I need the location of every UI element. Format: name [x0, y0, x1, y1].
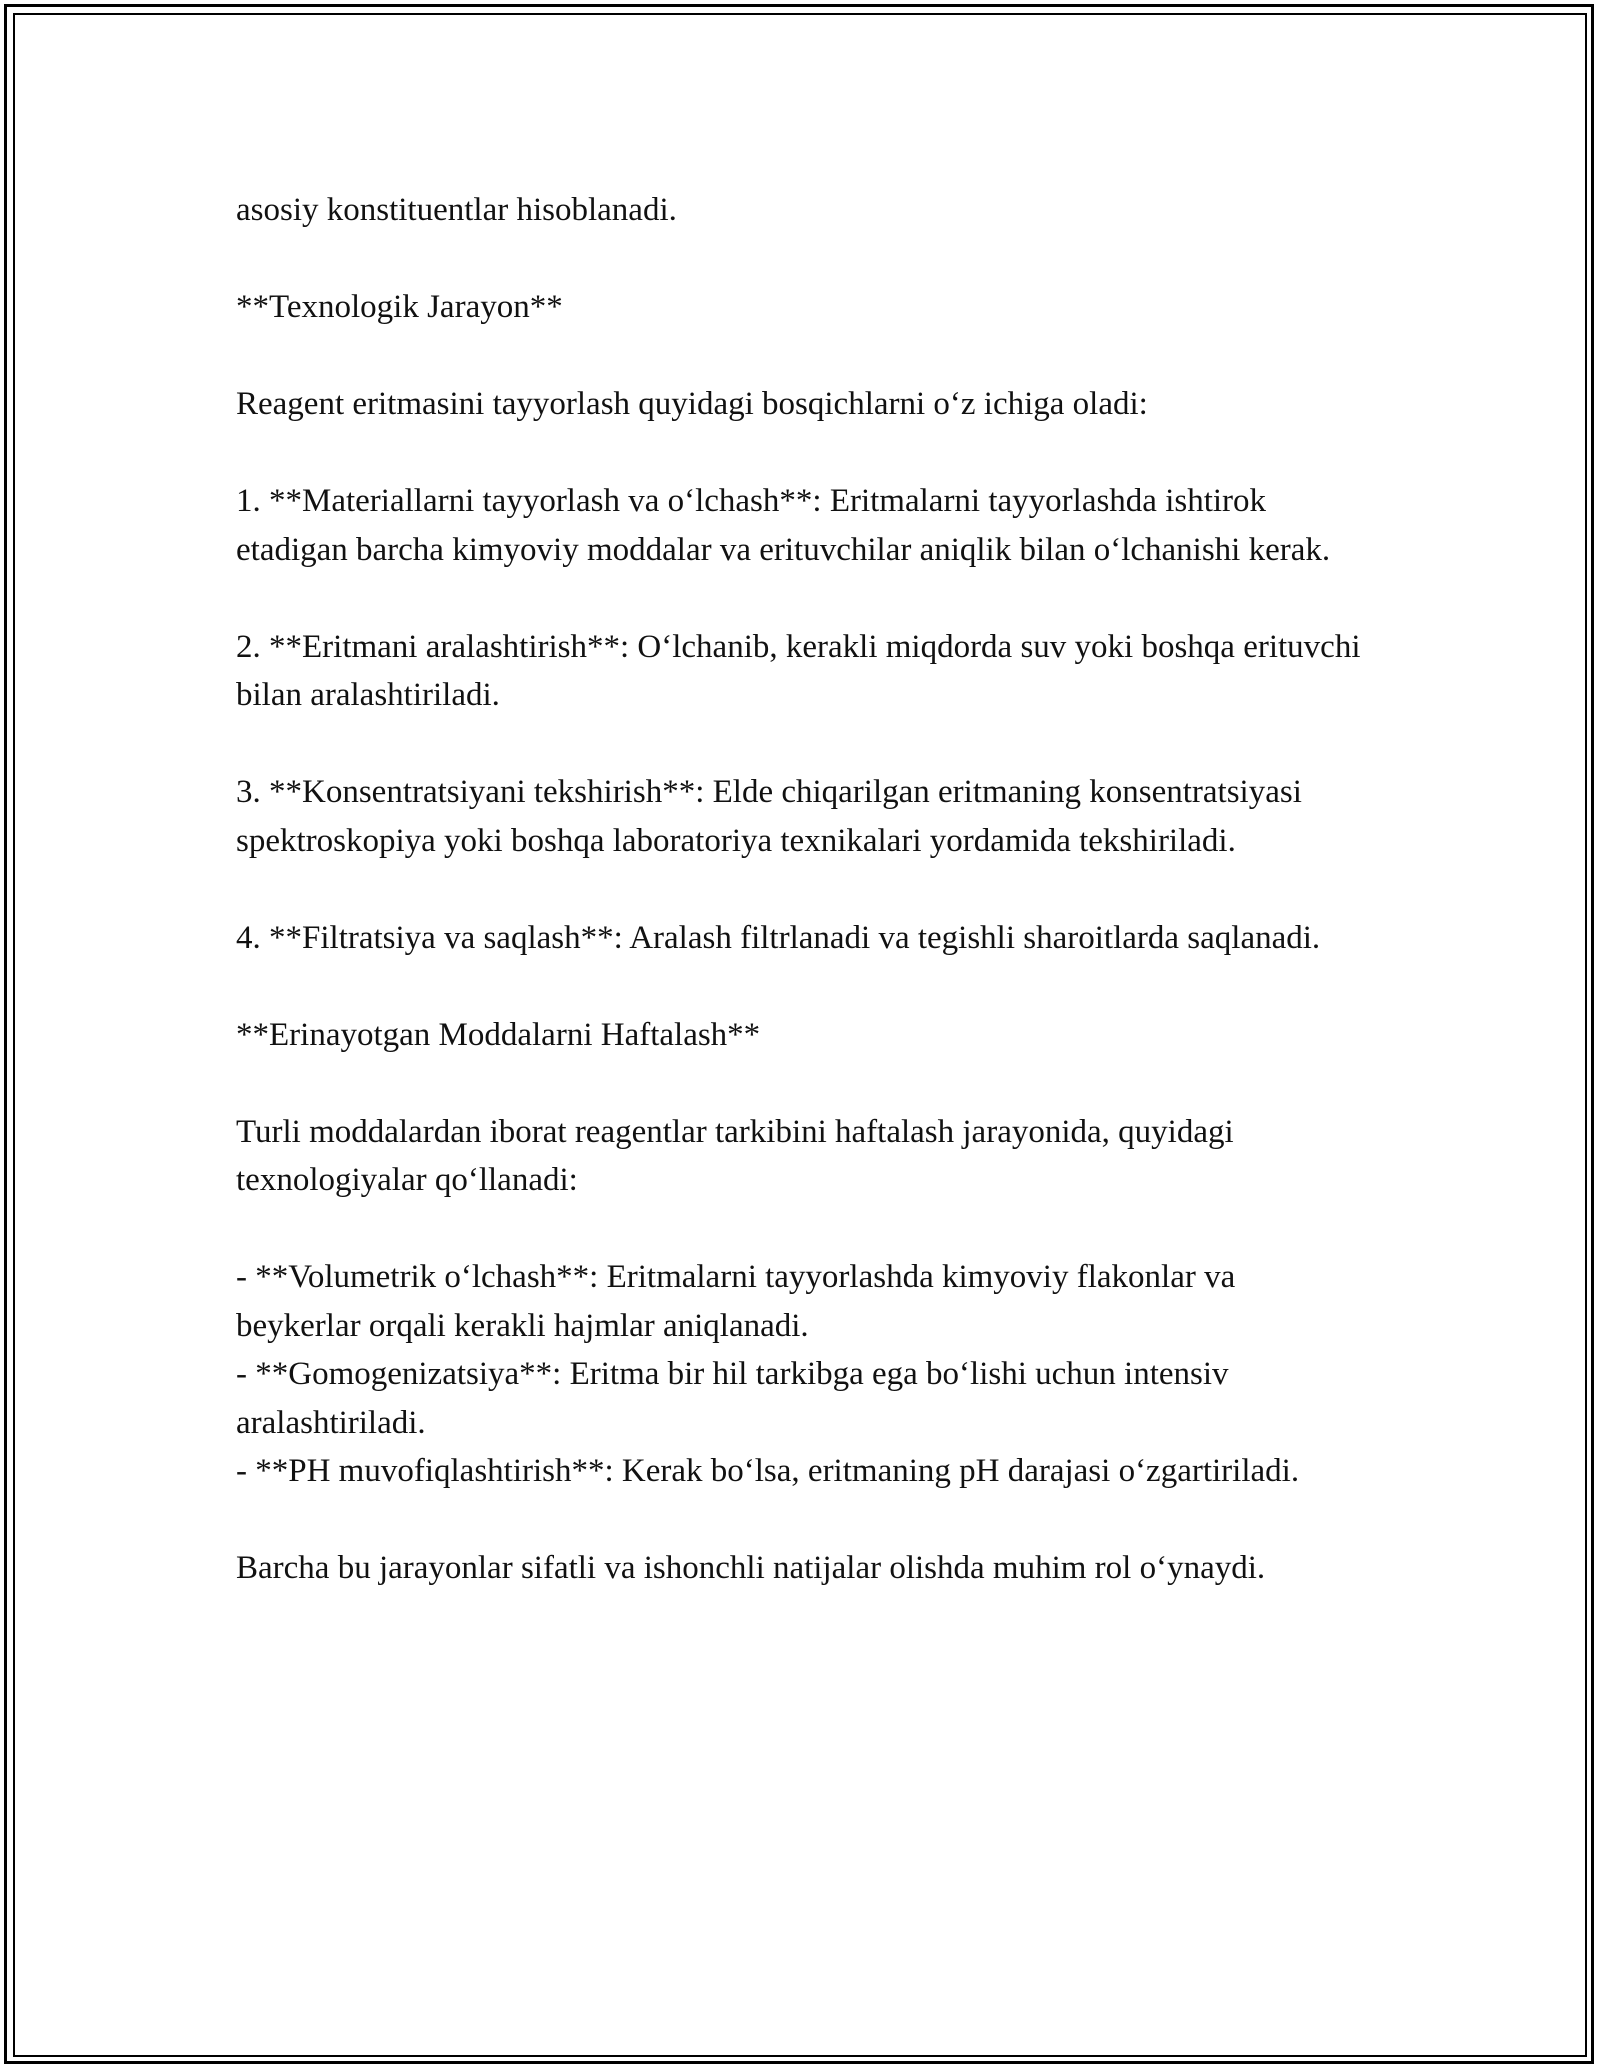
document-body: [236, 186, 1366, 1593]
section-heading-dissolving-substances: **Erinayotgan Moddalarni Haftalash**: [236, 1016, 761, 1053]
step-4: 4. **Filtratsiya va saqlash**: Aralash filtrlanadi va tegishli sharoitlarda saqlanadi.: [236, 919, 1321, 956]
paragraph-intro-tail: asosiy konstituentlar hisoblanadi.: [236, 192, 677, 228]
step-3: 3. **Konsentratsiyani tekshirish**: Elde chiqarilgan eritmaning konsentratsiyasi spektroskopiya yoki boshqa laboratoriya texnikalari yordamida tekshiriladi.: [236, 774, 1302, 859]
paragraph-closing: Barcha bu jarayonlar sifatli va ishonchli natijalar olishda muhim rol o‘ynaydi.: [236, 1550, 1266, 1586]
paragraph-steps-intro: Reagent eritmasini tayyorlash quyidagi bosqichlarni o‘z ichiga oladi:: [236, 386, 1148, 422]
bullet-homogenization: - **Gomogenizatsiya**: Eritma bir hil tarkibga ega bo‘lishi uchun intensiv aralashtiriladi.: [236, 1356, 1229, 1441]
section-heading-technological-process: **Texnologik Jarayon**: [236, 289, 563, 325]
bullet-ph-adjustment: - **PH muvofiqlashtirish**: Kerak bo‘lsa, eritmaning pH darajasi o‘zgartiriladi.: [236, 1453, 1300, 1489]
paragraph-technologies-intro: Turli moddalardan iborat reagentlar tarkibini haftalash jarayonida, quyidagi texnologiyalar qo‘llanadi:: [236, 1113, 1234, 1198]
step-2: 2. **Eritmani aralashtirish**: O‘lchanib, kerakli miqdorda suv yoki boshqa erituvchi bilan aralashtiriladi.: [236, 628, 1361, 713]
bullet-volumetric: - **Volumetrik o‘lchash**: Eritmalarni tayyorlashda kimyoviy flakonlar va beykerlar orqali kerakli hajmlar aniqlanadi.: [236, 1259, 1236, 1344]
step-1: 1. **Materiallarni tayyorlash va o‘lchash**: Eritmalarni tayyorlashda ishtirok etadigan barcha kimyoviy moddalar va erituvchilar aniqlik bilan o‘lchanishi kerak.: [236, 483, 1331, 568]
